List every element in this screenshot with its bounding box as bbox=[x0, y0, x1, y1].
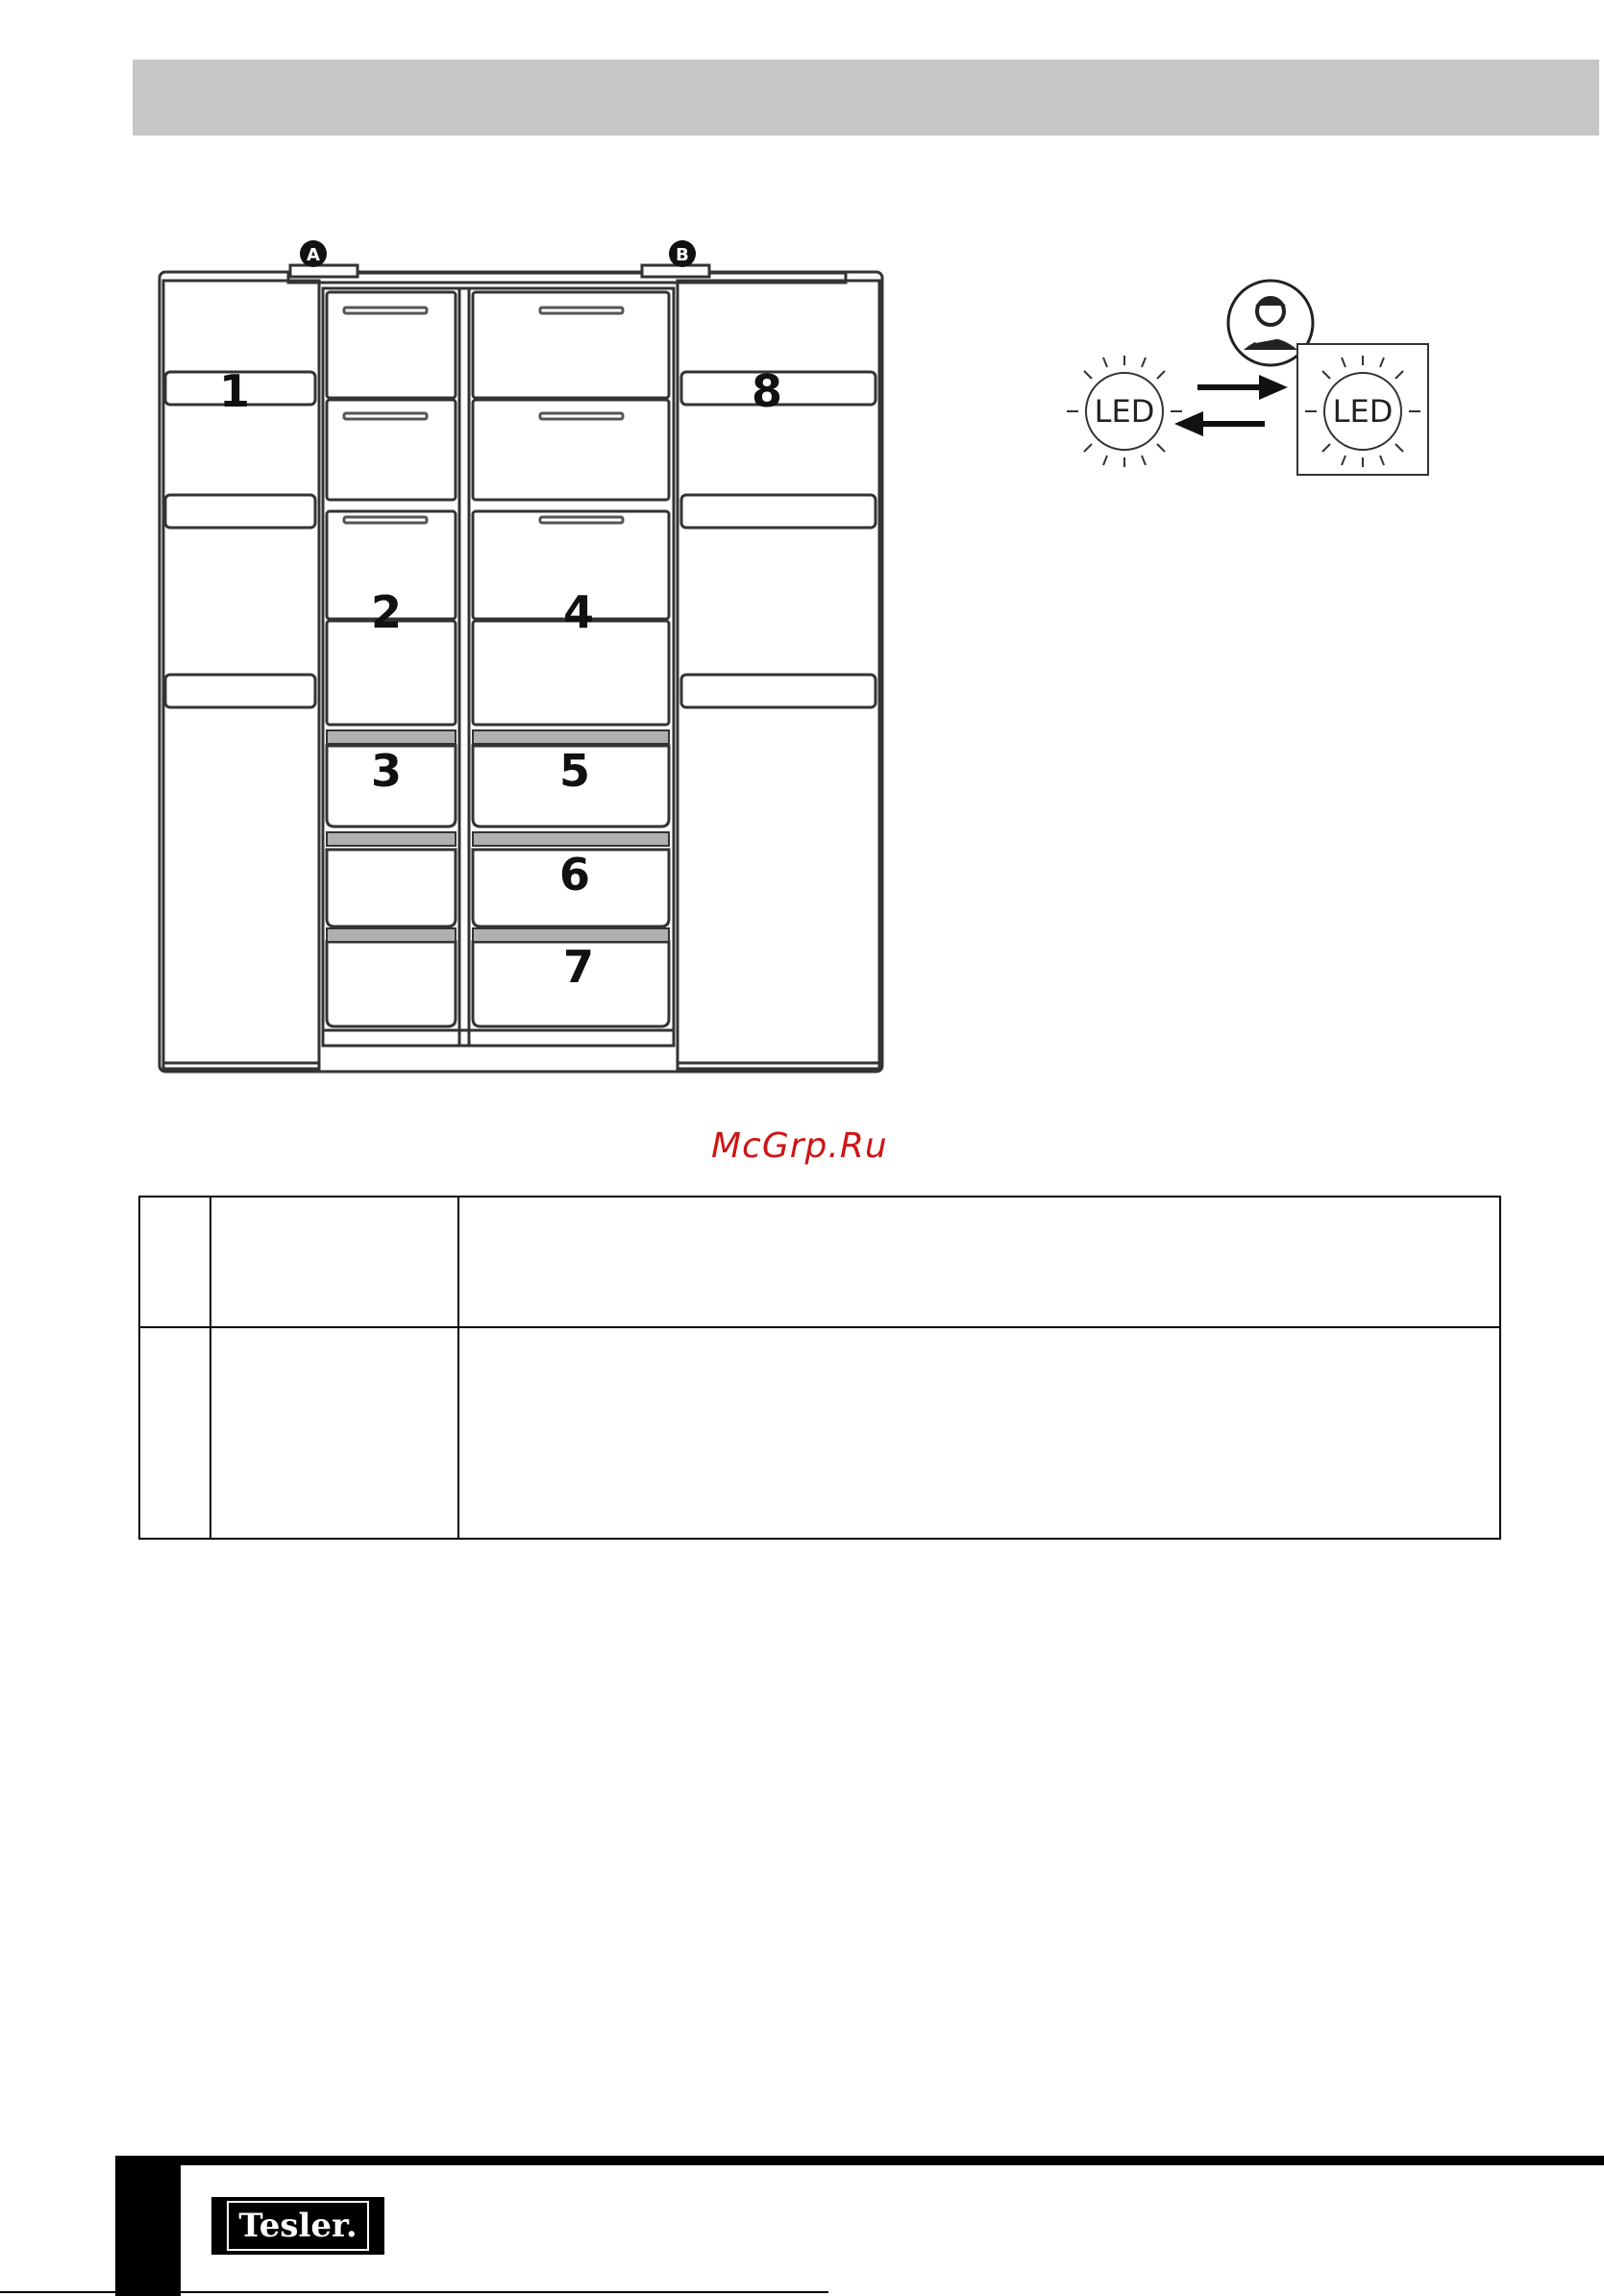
label-5: 5 bbox=[558, 745, 591, 797]
label-1: 1 bbox=[218, 365, 251, 417]
watermark: McGrp.Ru bbox=[711, 1126, 888, 1166]
label-4: 4 bbox=[562, 586, 595, 638]
refrigerator-diagram bbox=[156, 231, 896, 1086]
brand-logo-text: Tesler. bbox=[227, 2201, 368, 2251]
section-header-bar bbox=[133, 60, 1599, 136]
right-door-shelf bbox=[681, 675, 876, 707]
svg-text:LED: LED bbox=[1332, 393, 1394, 430]
label-2: 2 bbox=[370, 586, 403, 638]
table-cell-num bbox=[139, 1327, 210, 1539]
table-cell-description bbox=[458, 1197, 1500, 1327]
spec-table bbox=[138, 1196, 1501, 1540]
table-cell-num bbox=[139, 1197, 210, 1327]
svg-text:LED: LED bbox=[1094, 393, 1155, 430]
left-door-shelf bbox=[165, 675, 315, 707]
label-6: 6 bbox=[558, 849, 591, 901]
table-cell-name bbox=[210, 1327, 458, 1539]
led-bulb-left bbox=[1067, 356, 1182, 467]
table-cell-name bbox=[210, 1197, 458, 1327]
brand-logo bbox=[211, 2197, 384, 2255]
label-3: 3 bbox=[370, 745, 403, 797]
right-door-shelf bbox=[681, 495, 876, 528]
footer-thin-rule bbox=[0, 2291, 828, 2293]
led-bulb-right bbox=[1297, 344, 1428, 475]
svg-text:A: A bbox=[307, 245, 320, 265]
hinge-marker-a bbox=[300, 240, 327, 267]
footer-side-block bbox=[115, 2156, 181, 2296]
label-8: 8 bbox=[751, 365, 783, 417]
led-replacement-diagram bbox=[1048, 259, 1451, 490]
label-7: 7 bbox=[562, 941, 595, 993]
swap-arrows-icon bbox=[1174, 375, 1288, 436]
table-row bbox=[139, 1197, 1500, 1327]
left-door-shelf bbox=[165, 495, 315, 528]
hinge-marker-b bbox=[669, 240, 696, 267]
svg-text:B: B bbox=[676, 245, 689, 265]
table-row bbox=[139, 1327, 1500, 1539]
table-cell-description bbox=[458, 1327, 1500, 1539]
footer-rule bbox=[115, 2156, 1604, 2165]
